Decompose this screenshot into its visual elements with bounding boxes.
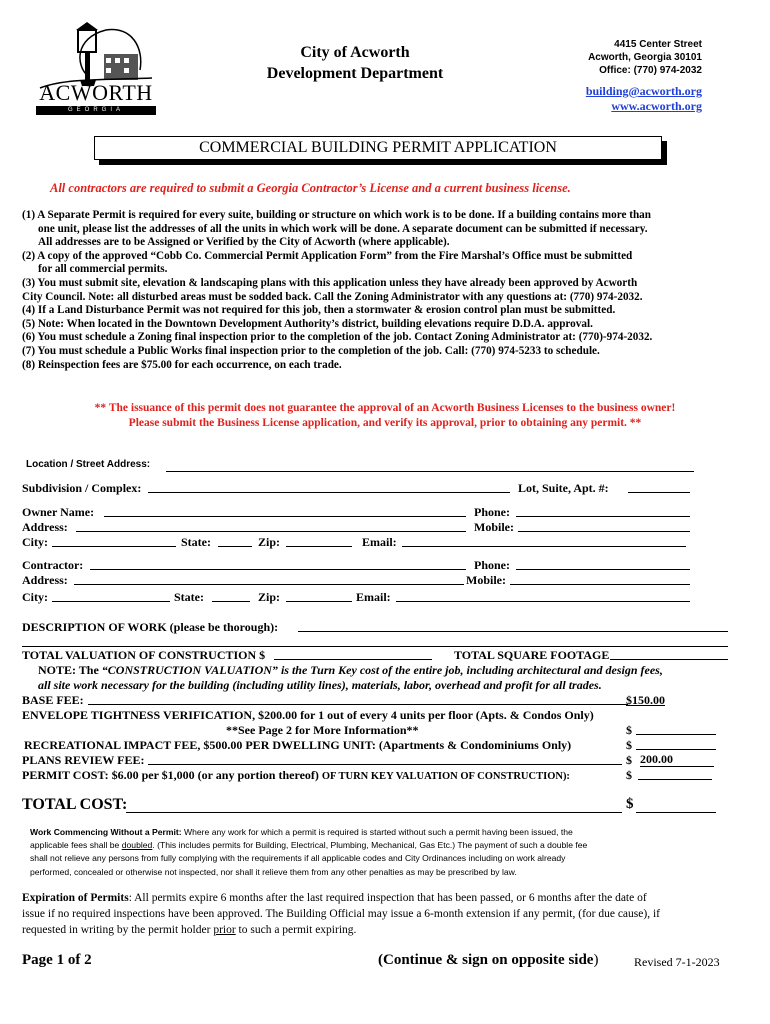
recreational-dollar: $ <box>626 738 632 752</box>
form-title: COMMERCIAL BUILDING PERMIT APPLICATION <box>199 139 557 156</box>
contractor-phone-label: Phone: <box>474 558 510 572</box>
contractor-mobile-label: Mobile: <box>466 573 506 587</box>
contractor-field[interactable] <box>90 556 466 570</box>
doubled-text: doubled <box>121 840 153 851</box>
contractor-mobile-field[interactable] <box>510 571 690 585</box>
owner-email-field[interactable] <box>402 533 686 547</box>
envelope-fee-note: **See Page 2 for More Information** <box>226 723 419 737</box>
total-cost-label: TOTAL COST: <box>22 796 128 813</box>
contractor-state-label: State: <box>174 590 204 604</box>
owner-mobile-label: Mobile: <box>474 520 514 534</box>
logo-wordmark: ACWORTH <box>39 80 153 105</box>
expiration-notice <box>22 890 742 938</box>
owner-state-label: State: <box>181 535 211 549</box>
sqft-field[interactable] <box>610 646 728 660</box>
contractor-city-label: City: <box>22 590 48 604</box>
plans-review-dollar: $ <box>626 753 632 767</box>
total-cost-leader <box>126 796 622 813</box>
instructions-list <box>22 209 742 372</box>
expiration-text: : All permits expire 6 months after the last required inspection that has been passed, or 6 months after the date of <box>128 892 647 904</box>
valuation-field[interactable] <box>274 646 432 660</box>
logo-georgia: GEORGIA <box>36 106 156 115</box>
recreational-fee-label: RECREATIONAL IMPACT FEE, $500.00 PER DWELLING UNIT: (Apartments & Condominiums Only) <box>24 738 572 752</box>
work-commencing-text: applicable fees shall be <box>30 840 120 851</box>
plans-review-value: 200.00 <box>640 753 714 767</box>
expiration-text: issue if no required inspections have been approved. The Building Official may issue a 6-month extension if any permit, (for due cause), if <box>22 908 660 920</box>
owner-city-field[interactable] <box>52 533 176 547</box>
permit-cost-label <box>22 768 570 784</box>
address-line-2: Acworth, Georgia 30101 <box>588 52 702 63</box>
instruction-line: (1) A Separate Permit is required for every suite, building or structure on which work is to be done. If a building contains more than <box>22 209 651 221</box>
city-logo <box>36 18 156 118</box>
work-commencing-label: Work Commencing Without a Permit: <box>30 827 182 837</box>
expiration-text: to such a permit expiring. <box>238 924 357 936</box>
permit-cost-field[interactable] <box>638 766 712 780</box>
work-commencing-text: shall not relieve any persons from fully complying with the requirements if all applicable codes and City Ordinances including on work already <box>30 853 566 864</box>
base-fee-leader <box>88 691 628 705</box>
contractor-email-label: Email: <box>356 590 391 604</box>
work-commencing-text: . (This includes permits for Building, Electrical, Plumbing, Mechanical, Gas Etc.) The payment of such a double fee <box>152 840 588 851</box>
address-line-1: 4415 Center Street <box>614 39 702 50</box>
contractor-label: Contractor: <box>22 558 84 572</box>
owner-zip-label: Zip: <box>258 535 281 549</box>
valuation-note <box>38 663 663 678</box>
expiration-label: Expiration of Permits <box>22 892 129 904</box>
instruction-line: City Council. Note: all disturbed areas must be sodded back. Call the Zoning Administrator with any questions at: (770) 974-2032. <box>22 290 643 303</box>
contractor-address-field[interactable] <box>74 571 464 585</box>
description-label: DESCRIPTION OF WORK (please be thorough): <box>22 620 279 634</box>
instruction-line: (7) You must schedule a Public Works final inspection prior to the completion of the job. Call: (770) 974-5233 to schedule. <box>22 344 600 357</box>
contractor-notice: All contractors are required to submit a Georgia Contractor’s License and a current business license. <box>50 181 571 195</box>
plans-review-label: PLANS REVIEW FEE: <box>22 753 145 767</box>
owner-label: Owner Name: <box>22 505 95 519</box>
email-link[interactable]: building@acworth.org <box>585 84 702 98</box>
expiration-text: requested in writing by the permit holder <box>22 924 211 936</box>
continue-paren: ) <box>593 952 599 968</box>
owner-mobile-field[interactable] <box>518 518 690 532</box>
instruction-line: (5) Note: When located in the Downtown Development Authority’s district, building elevations require D.D.A. approval. <box>22 317 593 330</box>
instruction-line: one unit, please list the addresses of all the units in which work will be done. A separate document can be submitted if necessary. <box>38 222 648 235</box>
sqft-label: TOTAL SQUARE FOOTAGE <box>454 648 610 662</box>
owner-phone-label: Phone: <box>474 505 510 519</box>
base-fee-label: BASE FEE: <box>22 693 84 707</box>
work-commencing-text: performed, concealed or otherwise not inspected, nor shall it relieve them from any other penalties as may be prescribed by law. <box>30 866 517 877</box>
permit-cost-dollar: $ <box>626 768 632 782</box>
work-commencing-text: Where any work for which a permit is required is started without such a permit having been issued, the <box>184 827 573 837</box>
website-link[interactable]: www.acworth.org <box>611 99 702 113</box>
plans-review-leader <box>148 751 622 765</box>
location-label: Location / Street Address: <box>26 459 151 470</box>
warning-line-1: ** The issuance of this permit does not guarantee the approval of an Acworth Business Licenses to the business owner! <box>94 402 676 414</box>
instruction-line: (4) If a Land Disturbance Permit was not required for this job, then a stormwater & erosion control plan must be submitted. <box>22 304 616 317</box>
description-field[interactable] <box>298 618 728 632</box>
contractor-zip-label: Zip: <box>258 590 281 604</box>
city-name: City of Acworth <box>300 44 410 61</box>
note-label: NOTE: The <box>38 663 99 677</box>
permit-cost-label-rest: OF TURN KEY VALUATION OF CONSTRUCTION): <box>321 771 570 782</box>
base-fee-value: $150.00 <box>626 693 665 707</box>
total-cost-dollar: $ <box>626 796 634 812</box>
owner-state-field[interactable] <box>218 533 252 547</box>
prior-text: prior <box>213 924 236 936</box>
owner-city-label: City: <box>22 535 48 549</box>
department-name: Development Department <box>266 65 444 82</box>
page-number: Page 1 of 2 <box>22 952 92 968</box>
work-commencing-notice <box>30 826 730 879</box>
instruction-line: (6) You must schedule a Zoning final inspection prior to the completion of the job. Contact Zoning Administrator at: (770)-974-2032. <box>22 331 653 344</box>
contractor-city-field[interactable] <box>52 588 170 602</box>
instruction-line: All addresses are to be Assigned or Verified by the City of Acworth (where applicable). <box>38 236 450 249</box>
instruction-line: (8) Reinspection fees are $75.00 for each occurrence, on each trade. <box>22 358 342 371</box>
title-box <box>94 136 662 160</box>
contractor-address-label: Address: <box>22 573 68 587</box>
warning-line-2: Please submit the Business License application, and verify its approval, prior to obtaining any permit. ** <box>128 417 642 429</box>
total-cost-field[interactable] <box>636 796 716 813</box>
permit-cost-label-main: PERMIT COST: $6.00 per $1,000 (or any portion thereof) <box>22 768 319 782</box>
office-phone: Office: (770) 974-2032 <box>599 65 702 76</box>
owner-address-label: Address: <box>22 520 68 534</box>
revision-date: Revised 7-1-2023 <box>634 955 720 969</box>
subdivision-field[interactable] <box>148 479 510 493</box>
owner-phone-field[interactable] <box>516 503 690 517</box>
location-field[interactable] <box>166 458 694 472</box>
envelope-fee-field[interactable] <box>636 721 716 735</box>
instruction-line: (3) You must submit site, elevation & landscaping plans with this application unless they have already been approved by Acworth <box>22 276 638 289</box>
lot-field[interactable] <box>628 479 690 493</box>
continue-note <box>378 952 598 969</box>
envelope-dollar: $ <box>626 723 632 737</box>
instruction-line: for all commercial permits. <box>38 263 168 276</box>
lot-label: Lot, Suite, Apt. #: <box>518 481 609 495</box>
owner-address-field[interactable] <box>76 518 466 532</box>
continue-text: (Continue & sign on opposite side <box>378 952 594 968</box>
note-emphasis: “CONSTRUCTION VALUATION” <box>101 663 278 677</box>
subdivision-label: Subdivision / Complex: <box>22 481 142 495</box>
envelope-fee-label: ENVELOPE TIGHTNESS VERIFICATION, $200.00 for 1 out of every 4 units per floor (Apts. & Condos Only) <box>22 708 594 722</box>
description-field-line-2[interactable] <box>22 633 728 647</box>
contractor-state-field[interactable] <box>212 588 250 602</box>
valuation-label: TOTAL VALUATION OF CONSTRUCTION $ <box>22 648 266 662</box>
owner-zip-field[interactable] <box>286 533 352 547</box>
note-rest: is the Turn Key cost of the entire job, including architectural and design fees, <box>280 663 663 677</box>
instruction-line: (2) A copy of the approved “Cobb Co. Commercial Permit Application Form” from the Fire Marshal’s Office must be submitted <box>22 249 633 262</box>
contractor-phone-field[interactable] <box>516 556 690 570</box>
owner-name-field[interactable] <box>104 503 466 517</box>
owner-email-label: Email: <box>362 535 397 549</box>
contractor-zip-field[interactable] <box>286 588 352 602</box>
contractor-email-field[interactable] <box>396 588 690 602</box>
recreational-fee-field[interactable] <box>636 736 716 750</box>
note-line-2: all site work necessary for the building (including utility lines), materials, labor, overhead and profit for all trades. <box>38 678 602 692</box>
